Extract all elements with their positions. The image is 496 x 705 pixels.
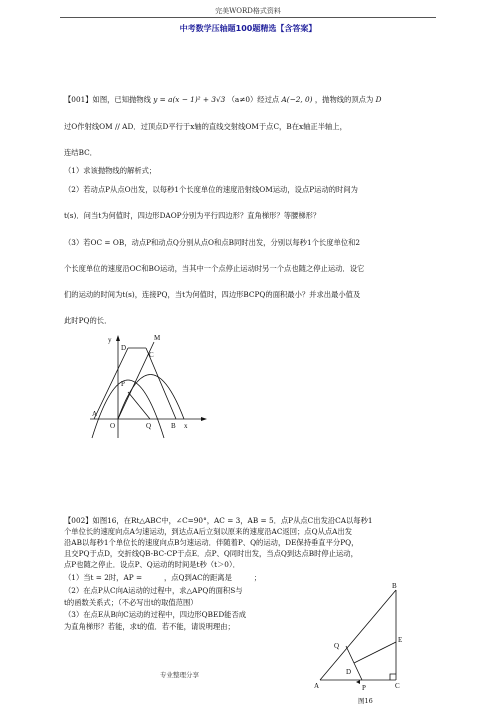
page-header: 完美WORD格式资料 [215, 7, 281, 15]
document-title: 中考数学压轴题100题精选【含答案】 [179, 24, 317, 33]
q1-cond: （a≠0）经过点 [227, 95, 280, 104]
q1-intro-b: ，抛物线的顶点为 [314, 95, 374, 104]
q2-part1: （1）当t = 2时，AP = ，点Q到AC的距离是 ； [64, 573, 262, 582]
q2-line3: 沿AB以每秒1个单位长的速度向点B匀速运动．伴随着P、Q的运动，DE保持垂直平分PQ， [64, 538, 359, 547]
q2-part3a: （3）在点E从B向C运动的过程中，四边形QBED能否成 [64, 610, 247, 619]
fig2-label-b: B [392, 582, 397, 590]
q1-line2: 过O作射线OM // AD．过顶点D平行于x轴的直线交射线OM于点C，B在x轴正半轴上， [64, 122, 347, 131]
arrow-x [201, 417, 207, 421]
q1-intro [64, 95, 381, 105]
fig2-label-c: C [395, 682, 400, 690]
page-footer: 专业整理分享 [160, 671, 199, 679]
fig1-label-m: M [154, 334, 161, 342]
fig2-label-q: Q [334, 642, 340, 650]
fig1-label-y: y [108, 336, 112, 344]
segment-de [354, 642, 396, 663]
q2-part2b: t的函数关系式；（不必写出t的取值范围） [64, 598, 198, 607]
fig1-label-q: Q [146, 422, 152, 430]
arrow-p [356, 680, 360, 684]
q1-line3: 连结BC． [64, 148, 97, 157]
q2-part2a: （2）在点P从C向A运动的过程中，求△APQ的面积S与 [64, 586, 243, 595]
q1-part2b: t(s)．问当t为何值时，四边形DAOP分别为平行四边形？直角梯形？等腰梯形？ [64, 211, 321, 220]
q1-vertex: D [375, 95, 382, 104]
fig2-label-p: P [362, 684, 366, 692]
q1-point-a: A(−2, 0) [281, 95, 313, 104]
fig1-label-p: P [121, 380, 125, 388]
q1-part3c: 们的运动的时间为t(s)，连接PQ，当t为何值时，四边形BCPQ的面积最小？并求出最小值及 [64, 290, 361, 299]
fig2-label-a: A [314, 682, 320, 690]
q2-line2: 个单位长的速度向点A匀速运动，到达点A后立刻以原来的速度沿AC返回；点Q从点A出发 [64, 527, 353, 536]
q1-part1: （1）求该抛物线的解析式； [64, 166, 157, 175]
parabola-curve [92, 380, 164, 438]
fig1-label-o: O [110, 422, 116, 430]
fig2-label-d: D [346, 668, 352, 676]
q2-line4: 且交PQ于点D，交折线QB-BC-CP于点E．点P、Q同时出发，当点Q到达点B时停止运动， [64, 549, 358, 558]
q2-line1: 【002】如图16，在Rt△ABC中，∠C=90°，AC = 3，AB = 5．点P从点C出发沿CA以每秒1 [64, 516, 373, 525]
fig1-label-d: D [121, 344, 127, 352]
fig1-label-a: A [92, 410, 98, 418]
q1-part3a: （3）若OC = OB，动点P和动点Q分别从点O和点B同时出发，分别以每秒1个长度单位和2 [64, 238, 361, 247]
header-rule [60, 17, 436, 18]
fig1-label-x: x [184, 422, 188, 430]
fig1-label-b: B [171, 422, 176, 430]
side-ab [320, 590, 396, 680]
q2-figure [312, 584, 402, 688]
q1-intro-a: 【001】如图，已知抛物线 [64, 95, 151, 104]
fig1-label-c: C [149, 351, 154, 359]
q1-part3b: 个长度单位的速度沿OC和BO运动，当其中一个点停止运动时另一个点也随之停止运动．设它 [64, 264, 365, 273]
right-angle-mark [390, 674, 396, 680]
q2-line5: 点P也随之停止．设点P、Q运动的时间是t秒（t＞0）． [64, 560, 240, 569]
q1-part2a: （2）若动点P从点O出发，以每秒1个长度单位的速度沿射线OM运动，设点P运动的时间为 [64, 185, 358, 194]
q1-formula: y = a(x − 1)² + 3√3 [153, 95, 226, 104]
q2-part3b: 为直角梯形？若能，求t的值．若不能，请说明理由； [64, 622, 235, 631]
parabola-curve-2 [118, 375, 184, 420]
fig2-label-e: E [398, 636, 403, 644]
q1-part3d: 此时PQ的长． [64, 316, 112, 325]
arrow-y [116, 335, 120, 341]
figure-caption: 图16 [358, 697, 373, 705]
